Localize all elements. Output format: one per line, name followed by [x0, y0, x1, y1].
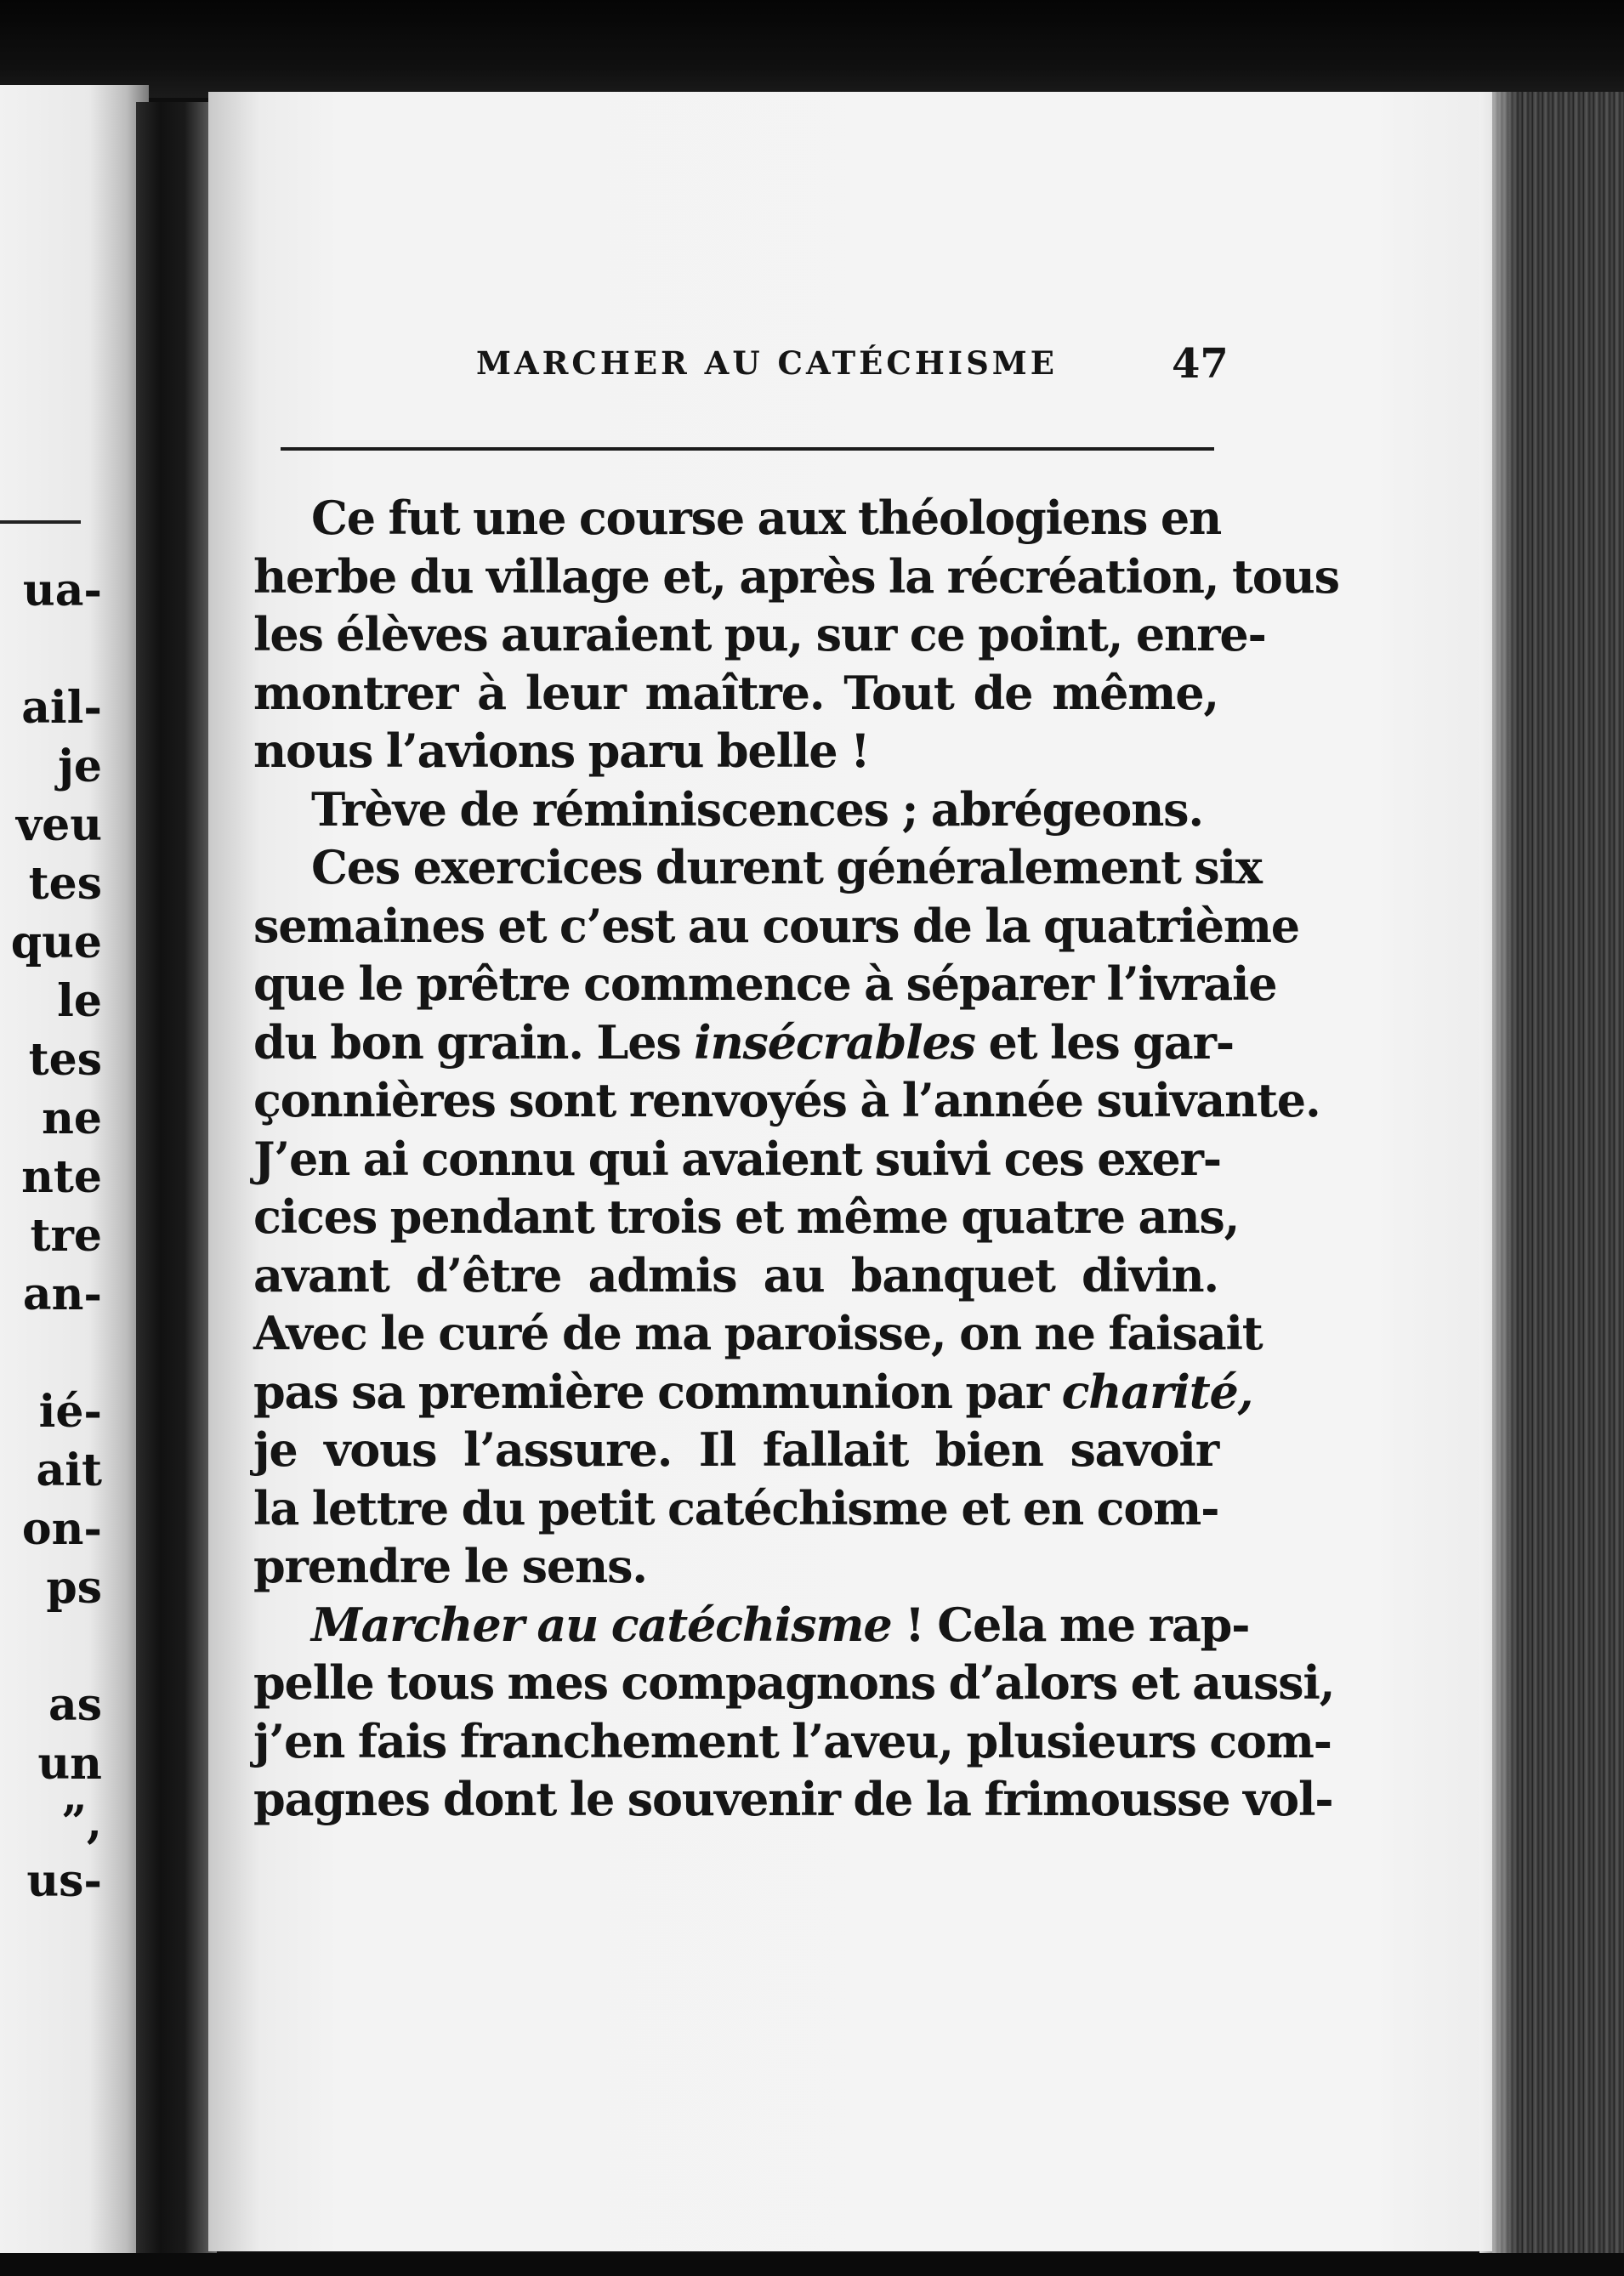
text-segment: les élèves auraient pu, sur ce point, enre- — [253, 607, 1266, 661]
text-line — [253, 1071, 1320, 1130]
text-segment: je vous l’assure. Il fallait bien savoir — [253, 1422, 1218, 1477]
text-line — [253, 1013, 1235, 1072]
text-segment: cices pendant trois et même quatre ans, — [253, 1189, 1240, 1244]
left-page-fragment: je — [58, 741, 102, 792]
text-segment: Ce fut une course aux théologiens en — [311, 491, 1222, 545]
text-line — [253, 780, 1218, 839]
text-line — [253, 489, 1222, 548]
left-page-fragment: un — [37, 1738, 102, 1790]
scan-bottom-shadow — [0, 2253, 1624, 2276]
text-segment: et les gar- — [974, 1014, 1235, 1070]
text-segment: que le prêtre commence à séparer l’ivraie — [253, 956, 1277, 1011]
left-page-fragment: tes — [28, 1034, 102, 1086]
left-page-fragment: ”, — [60, 1796, 102, 1848]
running-head: MARCHER AU CATÉCHISME — [476, 344, 1058, 382]
left-page-fragment: on- — [21, 1503, 102, 1555]
text-segment: nous l’avions paru belle ! — [253, 724, 870, 778]
left-page-rule — [0, 520, 81, 524]
text-segment: pagnes dont le souvenir de la frimousse vol- — [253, 1772, 1333, 1826]
italic-segment: Marcher au catéchisme — [311, 1597, 892, 1652]
text-segment: Avec le curé de ma paroisse, on ne faisait — [253, 1306, 1263, 1360]
text-segment: la lettre du petit catéchisme et en com- — [253, 1480, 1219, 1535]
page-number: 47 — [1172, 340, 1229, 388]
text-line — [253, 1770, 1333, 1829]
text-line — [253, 548, 1339, 606]
text-segment: j’en fais franchement l’aveu, plusieurs com- — [253, 1713, 1332, 1768]
text-segment: avant d’être admis au banquet divin. — [253, 1247, 1218, 1303]
left-page-fragment: le — [57, 975, 102, 1027]
text-line — [253, 664, 1218, 723]
text-line — [253, 1654, 1335, 1712]
left-page-fragment: tes — [28, 858, 102, 910]
left-page-fragment: ne — [42, 1093, 102, 1144]
text-line — [253, 1479, 1218, 1538]
text-segment: prendre le sens. — [253, 1539, 647, 1593]
left-page-fragment: ié- — [38, 1386, 102, 1438]
left-page-fragment: as — [48, 1679, 102, 1731]
text-segment: semaines et c’est au cours de la quatrième — [253, 898, 1299, 953]
header-rule — [281, 447, 1214, 451]
text-line — [253, 955, 1277, 1013]
text-line — [253, 838, 1262, 897]
left-page-fragment: an- — [22, 1269, 102, 1320]
text-line — [253, 1188, 1240, 1246]
scan-top-shadow — [0, 0, 1624, 98]
text-segment: montrer à leur maître. Tout de même, — [253, 665, 1218, 720]
left-page-fragment: ait — [36, 1444, 102, 1496]
text-line — [253, 897, 1299, 956]
left-page-fragment: ua- — [22, 565, 102, 616]
text-segment: du bon grain. Les — [253, 1014, 695, 1070]
left-page-text-fragments — [0, 561, 102, 1910]
text-line — [253, 1363, 1253, 1422]
page-edge-fade — [1479, 92, 1513, 2268]
text-line — [253, 605, 1266, 664]
left-page-fragment — [0, 620, 102, 678]
italic-segment: charité, — [1061, 1364, 1253, 1419]
left-facing-page — [0, 85, 149, 2257]
book-gutter — [136, 102, 217, 2262]
text-segment: pelle tous mes compagnons d’alors et aussi, — [253, 1655, 1335, 1710]
text-segment: Trève de réminiscences ; abrégeons. — [311, 781, 1203, 837]
text-segment: ! Cela me rap- — [891, 1597, 1250, 1652]
text-line — [253, 1130, 1221, 1189]
text-line — [253, 1537, 1218, 1596]
text-line — [253, 1246, 1218, 1305]
text-segment: J’en ai connu qui avaient suivi ces exer- — [253, 1131, 1221, 1186]
left-page-fragment — [0, 1324, 102, 1382]
text-segment: herbe du village et, après la récréation, tous — [253, 548, 1339, 604]
text-segment: pas sa première communion par — [253, 1364, 1062, 1419]
left-page-fragment: tre — [30, 1210, 102, 1262]
left-page-fragment: que — [10, 917, 102, 968]
left-page-fragment: us- — [26, 1855, 102, 1907]
text-segment: Ces exercices durent généralement six — [311, 840, 1262, 894]
text-line — [253, 722, 1218, 780]
left-page-fragment: veu — [15, 799, 102, 851]
left-page-fragment — [0, 1617, 102, 1676]
text-line — [253, 1596, 1250, 1654]
left-page-fragment: ail- — [21, 682, 102, 734]
left-page-fragment: ps — [46, 1562, 102, 1614]
body-text — [253, 489, 1339, 1829]
text-line — [253, 1421, 1218, 1479]
text-line — [253, 1304, 1263, 1363]
italic-segment: insécrables — [694, 1014, 975, 1070]
text-line — [253, 1712, 1332, 1771]
text-segment: çonnières sont renvoyés à l’année suivante. — [253, 1073, 1320, 1127]
left-page-fragment: nte — [21, 1151, 102, 1203]
